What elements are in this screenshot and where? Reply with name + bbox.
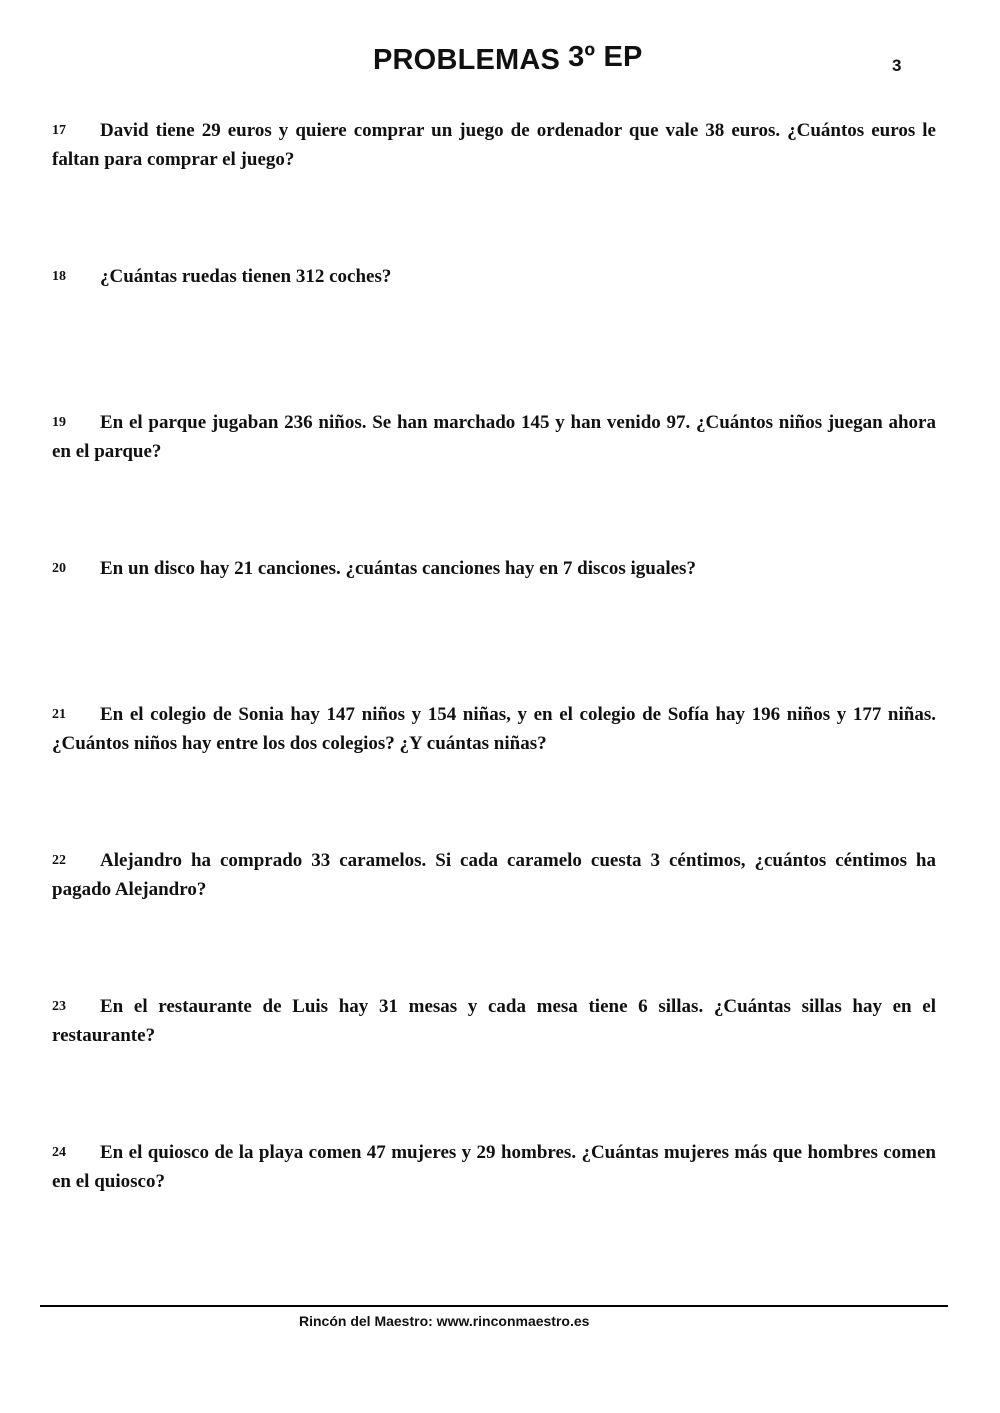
- problem-24: [52, 1138, 936, 1196]
- problem-20: [52, 554, 936, 583]
- problem-text: En el parque jugaban 236 niños. Se han marchado 145 y han venido 97. ¿Cuántos niños juegan ahora en el parque?: [52, 412, 936, 462]
- page-title: [373, 41, 643, 77]
- problem-number: 20: [52, 561, 66, 576]
- footer-divider: [40, 1305, 948, 1307]
- problem-number: 23: [52, 999, 66, 1014]
- problem-text: En el colegio de Sonia hay 147 niños y 154 niñas, y en el colegio de Sofía hay 196 niños y 177 niñas. ¿Cuántos niños hay entre los dos colegios? ¿Y cuántas niñas?: [52, 704, 936, 754]
- problem-text: Alejandro ha comprado 33 caramelos. Si cada caramelo cuesta 3 céntimos, ¿cuántos céntimos ha pagado Alejandro?: [52, 850, 936, 900]
- problem-17: [52, 116, 936, 174]
- problem-19: [52, 408, 936, 466]
- grade-label: 3º EP: [568, 41, 643, 73]
- problem-text: David tiene 29 euros y quiere comprar un juego de ordenador que vale 38 euros. ¿Cuántos euros le faltan para comprar el juego?: [52, 120, 936, 170]
- problem-text: En el quiosco de la playa comen 47 mujeres y 29 hombres. ¿Cuántas mujeres más que hombres comen en el quiosco?: [52, 1142, 936, 1192]
- problem-number: 19: [52, 415, 66, 430]
- problem-number: 22: [52, 853, 66, 868]
- footer-credit: Rincón del Maestro: www.rinconmaestro.es: [299, 1313, 590, 1329]
- problem-21: [52, 700, 936, 758]
- problem-text: En el restaurante de Luis hay 31 mesas y cada mesa tiene 6 sillas. ¿Cuántas sillas hay en el restaurante?: [52, 996, 936, 1046]
- page-number: 3: [892, 56, 902, 75]
- problem-number: 17: [52, 123, 66, 138]
- problem-number: 21: [52, 707, 66, 722]
- problem-number: 24: [52, 1145, 66, 1160]
- problem-text: En un disco hay 21 canciones. ¿cuántas canciones hay en 7 discos iguales?: [100, 558, 696, 579]
- problem-text: ¿Cuántas ruedas tienen 312 coches?: [100, 266, 392, 287]
- title-text: PROBLEMAS: [373, 44, 561, 76]
- problem-18: [52, 262, 936, 291]
- problem-22: [52, 846, 936, 904]
- problem-number: 18: [52, 269, 66, 284]
- problem-23: [52, 992, 936, 1050]
